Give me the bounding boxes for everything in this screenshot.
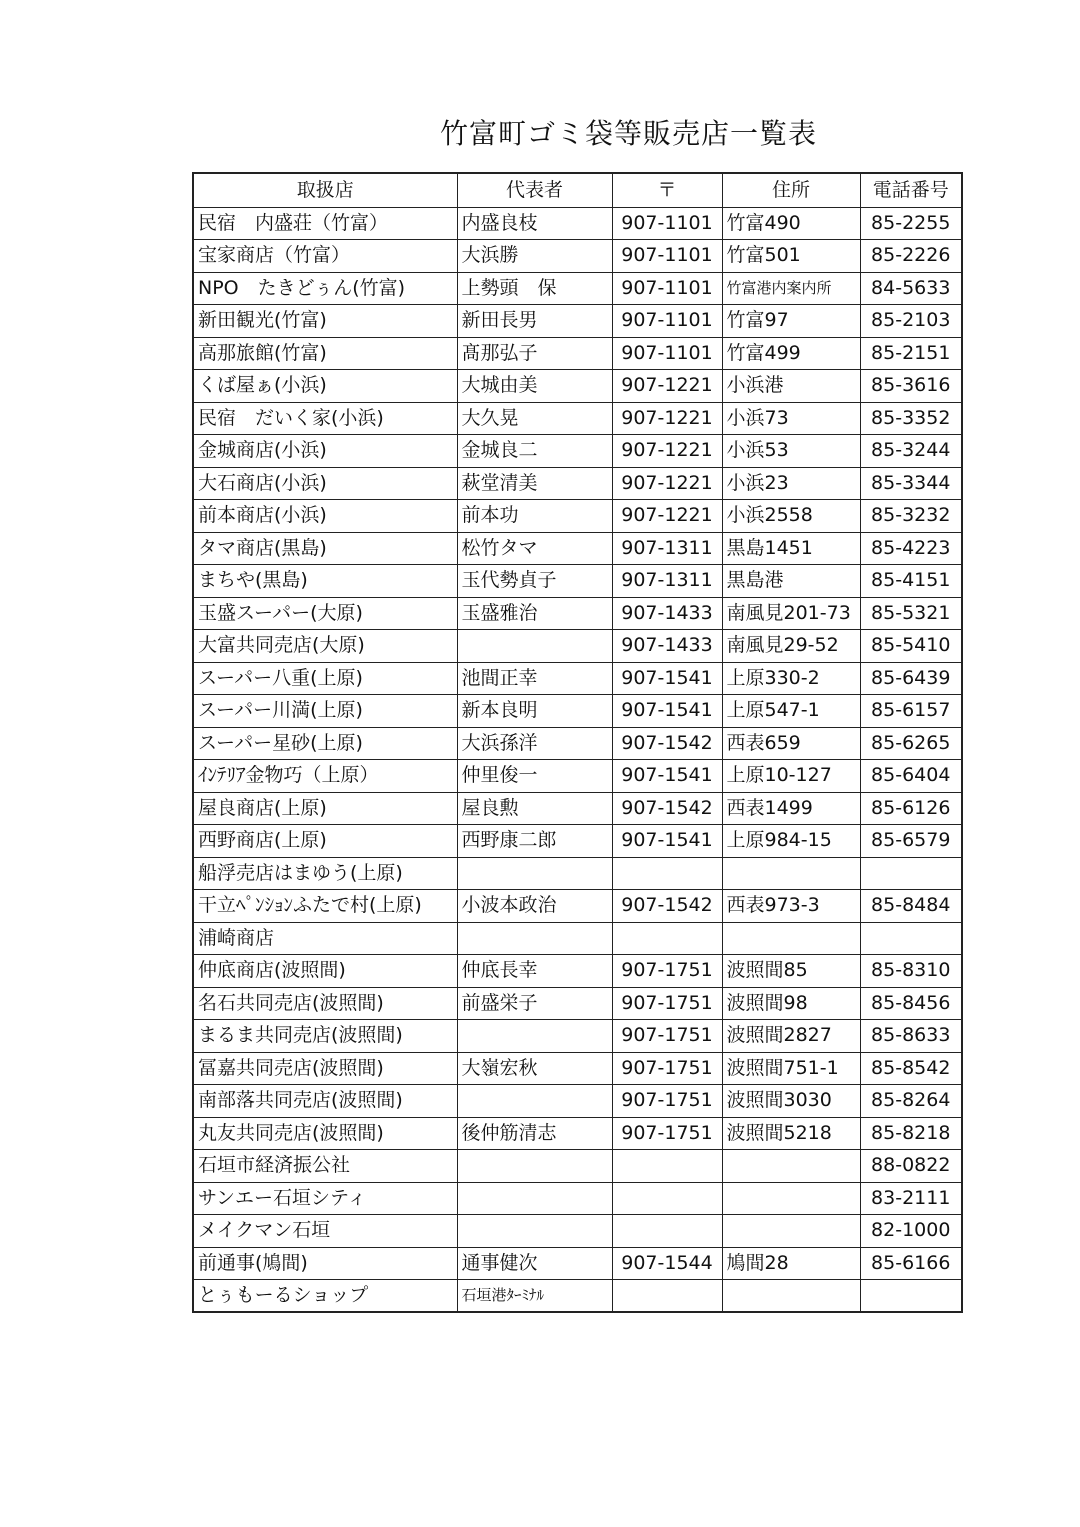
cell-phone: 85-6439 xyxy=(860,662,962,695)
cell-postal-code: 907-1542 xyxy=(612,792,722,825)
cell-phone xyxy=(860,1280,962,1313)
cell-address: 竹富港内案内所 xyxy=(722,272,860,305)
cell-phone: 85-6265 xyxy=(860,727,962,760)
cell-address: 小浜2558 xyxy=(722,500,860,533)
cell-representative: 西野康二郎 xyxy=(457,825,612,858)
cell-postal-code: 907-1101 xyxy=(612,272,722,305)
cell-postal-code: 907-1544 xyxy=(612,1247,722,1280)
cell-address: 鳩間28 xyxy=(722,1247,860,1280)
cell-phone: 85-6166 xyxy=(860,1247,962,1280)
cell-postal-code: 907-1101 xyxy=(612,337,722,370)
cell-shop: スーパー星砂(上原) xyxy=(193,727,457,760)
cell-postal-code: 907-1542 xyxy=(612,890,722,923)
cell-address xyxy=(722,1150,860,1183)
cell-address: 小浜73 xyxy=(722,402,860,435)
cell-shop: 石垣市経済振公社 xyxy=(193,1150,457,1183)
cell-address: 竹富97 xyxy=(722,305,860,338)
table-row xyxy=(193,532,962,565)
table-row xyxy=(193,630,962,663)
cell-representative: 新本良明 xyxy=(457,695,612,728)
table-row xyxy=(193,402,962,435)
cell-phone xyxy=(860,857,962,890)
cell-shop: 冨嘉共同売店(波照間) xyxy=(193,1052,457,1085)
cell-shop: タマ商店(黒島) xyxy=(193,532,457,565)
page-title: 竹富町ゴミ袋等販売店一覧表 xyxy=(440,117,818,150)
cell-postal-code: 907-1221 xyxy=(612,500,722,533)
table-row xyxy=(193,467,962,500)
cell-phone: 85-8456 xyxy=(860,987,962,1020)
cell-shop: とぅもーるショップ xyxy=(193,1280,457,1313)
cell-representative: 大浜孫洋 xyxy=(457,727,612,760)
table-row xyxy=(193,1085,962,1118)
cell-shop: 浦崎商店 xyxy=(193,922,457,955)
cell-address: 竹富501 xyxy=(722,240,860,273)
table-row xyxy=(193,1182,962,1215)
table-row xyxy=(193,435,962,468)
cell-phone: 85-2255 xyxy=(860,207,962,240)
cell-representative: 屋良勲 xyxy=(457,792,612,825)
cell-postal-code: 907-1101 xyxy=(612,207,722,240)
cell-address: 西表973-3 xyxy=(722,890,860,923)
cell-address: 西表1499 xyxy=(722,792,860,825)
table-row xyxy=(193,337,962,370)
cell-representative: 仲里俊一 xyxy=(457,760,612,793)
cell-address xyxy=(722,922,860,955)
cell-postal-code: 907-1433 xyxy=(612,597,722,630)
cell-shop: 玉盛スーパー(大原) xyxy=(193,597,457,630)
cell-representative xyxy=(457,1215,612,1248)
cell-postal-code: 907-1751 xyxy=(612,955,722,988)
cell-shop: 大石商店(小浜) xyxy=(193,467,457,500)
cell-phone: 85-8484 xyxy=(860,890,962,923)
column-header-tel: 電話番号 xyxy=(860,173,962,207)
cell-phone: 85-3352 xyxy=(860,402,962,435)
cell-postal-code: 907-1541 xyxy=(612,662,722,695)
cell-postal-code: 907-1101 xyxy=(612,240,722,273)
column-header-zip: 〒 xyxy=(612,173,722,207)
cell-representative: 大城由美 xyxy=(457,370,612,403)
cell-representative: 通事健次 xyxy=(457,1247,612,1280)
table-body xyxy=(193,207,962,1312)
table-row xyxy=(193,987,962,1020)
cell-address xyxy=(722,1182,860,1215)
cell-postal-code xyxy=(612,922,722,955)
cell-phone: 85-6157 xyxy=(860,695,962,728)
table-row xyxy=(193,240,962,273)
cell-shop: 西野商店(上原) xyxy=(193,825,457,858)
cell-phone: 85-3344 xyxy=(860,467,962,500)
table-row xyxy=(193,727,962,760)
table-row xyxy=(193,857,962,890)
cell-representative: 仲底長幸 xyxy=(457,955,612,988)
cell-representative xyxy=(457,1085,612,1118)
table-row xyxy=(193,500,962,533)
cell-address: 小浜23 xyxy=(722,467,860,500)
cell-address: 竹富499 xyxy=(722,337,860,370)
cell-postal-code: 907-1751 xyxy=(612,987,722,1020)
cell-postal-code: 907-1311 xyxy=(612,565,722,598)
cell-phone: 85-8310 xyxy=(860,955,962,988)
table-row xyxy=(193,922,962,955)
cell-shop: サンエー石垣シティ xyxy=(193,1182,457,1215)
cell-postal-code xyxy=(612,1150,722,1183)
cell-shop: 新田観光(竹富) xyxy=(193,305,457,338)
cell-representative: 松竹タマ xyxy=(457,532,612,565)
cell-representative: 上勢頭 保 xyxy=(457,272,612,305)
cell-representative: 玉盛雅治 xyxy=(457,597,612,630)
table-row xyxy=(193,1247,962,1280)
cell-postal-code: 907-1751 xyxy=(612,1020,722,1053)
cell-postal-code: 907-1751 xyxy=(612,1117,722,1150)
cell-phone: 88-0822 xyxy=(860,1150,962,1183)
table-row xyxy=(193,597,962,630)
cell-phone: 85-5410 xyxy=(860,630,962,663)
cell-postal-code: 907-1101 xyxy=(612,305,722,338)
table-row xyxy=(193,1020,962,1053)
cell-representative: 金城良二 xyxy=(457,435,612,468)
cell-postal-code: 907-1541 xyxy=(612,825,722,858)
cell-address: 竹富490 xyxy=(722,207,860,240)
cell-shop: 名石共同売店(波照間) xyxy=(193,987,457,1020)
table-row xyxy=(193,1280,962,1313)
cell-postal-code: 907-1433 xyxy=(612,630,722,663)
cell-representative xyxy=(457,857,612,890)
table-row xyxy=(193,825,962,858)
table-row xyxy=(193,305,962,338)
cell-representative xyxy=(457,1150,612,1183)
cell-phone: 85-3232 xyxy=(860,500,962,533)
cell-address xyxy=(722,1215,860,1248)
cell-address: 波照間2827 xyxy=(722,1020,860,1053)
cell-shop: ｲﾝﾃﾘｱ金物巧（上原） xyxy=(193,760,457,793)
table-row xyxy=(193,272,962,305)
cell-shop: 金城商店(小浜) xyxy=(193,435,457,468)
table-row xyxy=(193,890,962,923)
cell-address: 黒島1451 xyxy=(722,532,860,565)
cell-postal-code xyxy=(612,1182,722,1215)
cell-representative xyxy=(457,1182,612,1215)
cell-representative: 後仲筋清志 xyxy=(457,1117,612,1150)
cell-shop: 船浮売店はまゆう(上原) xyxy=(193,857,457,890)
cell-address: 西表659 xyxy=(722,727,860,760)
cell-postal-code: 907-1751 xyxy=(612,1085,722,1118)
cell-representative: 大浜勝 xyxy=(457,240,612,273)
table-row xyxy=(193,695,962,728)
table-row xyxy=(193,207,962,240)
cell-address: 上原984-15 xyxy=(722,825,860,858)
cell-phone: 85-6404 xyxy=(860,760,962,793)
table-row xyxy=(193,1150,962,1183)
cell-shop: 民宿 内盛荘（竹富） xyxy=(193,207,457,240)
cell-address: 波照間751-1 xyxy=(722,1052,860,1085)
cell-phone: 85-8542 xyxy=(860,1052,962,1085)
cell-representative: 玉代勢貞子 xyxy=(457,565,612,598)
cell-representative xyxy=(457,922,612,955)
cell-representative: 髙那弘子 xyxy=(457,337,612,370)
cell-shop: メイクマン石垣 xyxy=(193,1215,457,1248)
cell-address: 波照間98 xyxy=(722,987,860,1020)
cell-shop: 屋良商店(上原) xyxy=(193,792,457,825)
cell-phone: 85-8633 xyxy=(860,1020,962,1053)
cell-postal-code: 907-1311 xyxy=(612,532,722,565)
cell-shop: 南部落共同売店(波照間) xyxy=(193,1085,457,1118)
cell-phone: 85-8218 xyxy=(860,1117,962,1150)
cell-postal-code xyxy=(612,857,722,890)
table-row xyxy=(193,565,962,598)
cell-address: 上原547-1 xyxy=(722,695,860,728)
cell-representative: 前本功 xyxy=(457,500,612,533)
cell-address: 小浜港 xyxy=(722,370,860,403)
cell-postal-code: 907-1542 xyxy=(612,727,722,760)
table-row xyxy=(193,760,962,793)
header-row xyxy=(193,173,962,207)
cell-address: 上原330-2 xyxy=(722,662,860,695)
cell-postal-code: 907-1541 xyxy=(612,695,722,728)
cell-postal-code: 907-1541 xyxy=(612,760,722,793)
cell-phone: 85-6126 xyxy=(860,792,962,825)
cell-phone: 85-5321 xyxy=(860,597,962,630)
cell-shop: 丸友共同売店(波照間) xyxy=(193,1117,457,1150)
cell-address xyxy=(722,857,860,890)
cell-address xyxy=(722,1280,860,1313)
table-row xyxy=(193,1215,962,1248)
cell-representative: 池間正幸 xyxy=(457,662,612,695)
shop-table xyxy=(192,172,963,1313)
cell-phone: 85-4223 xyxy=(860,532,962,565)
cell-address: 波照間85 xyxy=(722,955,860,988)
cell-representative xyxy=(457,630,612,663)
cell-postal-code: 907-1751 xyxy=(612,1052,722,1085)
cell-shop: 前通事(鳩間) xyxy=(193,1247,457,1280)
cell-phone: 85-8264 xyxy=(860,1085,962,1118)
cell-phone: 82-1000 xyxy=(860,1215,962,1248)
cell-postal-code: 907-1221 xyxy=(612,467,722,500)
cell-representative xyxy=(457,1020,612,1053)
cell-phone: 85-2103 xyxy=(860,305,962,338)
cell-phone: 85-6579 xyxy=(860,825,962,858)
cell-shop: 干立ﾍﾟﾝｼｮﾝふたで村(上原) xyxy=(193,890,457,923)
cell-representative: 内盛良枝 xyxy=(457,207,612,240)
cell-postal-code: 907-1221 xyxy=(612,435,722,468)
cell-phone xyxy=(860,922,962,955)
cell-phone: 83-2111 xyxy=(860,1182,962,1215)
cell-address: 上原10-127 xyxy=(722,760,860,793)
table-row xyxy=(193,955,962,988)
cell-shop: スーパー八重(上原) xyxy=(193,662,457,695)
table-row xyxy=(193,1117,962,1150)
cell-representative: 萩堂清美 xyxy=(457,467,612,500)
cell-representative: 大嶺宏秋 xyxy=(457,1052,612,1085)
cell-address: 小浜53 xyxy=(722,435,860,468)
cell-postal-code: 907-1221 xyxy=(612,402,722,435)
cell-address: 南風見29-52 xyxy=(722,630,860,663)
cell-phone: 84-5633 xyxy=(860,272,962,305)
column-header-rep: 代表者 xyxy=(457,173,612,207)
cell-representative: 小波本政治 xyxy=(457,890,612,923)
cell-representative: 石垣港ﾀｰﾐﾅﾙ xyxy=(457,1280,612,1313)
cell-postal-code xyxy=(612,1215,722,1248)
table-row xyxy=(193,1052,962,1085)
cell-representative: 前盛栄子 xyxy=(457,987,612,1020)
cell-address: 南風見201-73 xyxy=(722,597,860,630)
column-header-addr: 住所 xyxy=(722,173,860,207)
cell-address: 黒島港 xyxy=(722,565,860,598)
column-header-shop: 取扱店 xyxy=(193,173,457,207)
cell-shop: まるま共同売店(波照間) xyxy=(193,1020,457,1053)
cell-shop: 大富共同売店(大原) xyxy=(193,630,457,663)
cell-postal-code: 907-1221 xyxy=(612,370,722,403)
cell-representative: 大久晃 xyxy=(457,402,612,435)
cell-phone: 85-3244 xyxy=(860,435,962,468)
cell-shop: くば屋ぁ(小浜) xyxy=(193,370,457,403)
cell-phone: 85-2226 xyxy=(860,240,962,273)
cell-phone: 85-3616 xyxy=(860,370,962,403)
cell-address: 波照間3030 xyxy=(722,1085,860,1118)
cell-shop: スーパー川満(上原) xyxy=(193,695,457,728)
cell-phone: 85-4151 xyxy=(860,565,962,598)
table-row xyxy=(193,370,962,403)
cell-shop: 仲底商店(波照間) xyxy=(193,955,457,988)
table-row xyxy=(193,792,962,825)
cell-shop: 民宿 だいく家(小浜) xyxy=(193,402,457,435)
cell-shop: まちや(黒島) xyxy=(193,565,457,598)
cell-address: 波照間5218 xyxy=(722,1117,860,1150)
cell-shop: 前本商店(小浜) xyxy=(193,500,457,533)
table-row xyxy=(193,662,962,695)
cell-shop: 宝家商店（竹富） xyxy=(193,240,457,273)
cell-representative: 新田長男 xyxy=(457,305,612,338)
cell-phone: 85-2151 xyxy=(860,337,962,370)
cell-shop: 高那旅館(竹富) xyxy=(193,337,457,370)
cell-postal-code xyxy=(612,1280,722,1313)
cell-shop: NPO たきどぅん(竹富) xyxy=(193,272,457,305)
